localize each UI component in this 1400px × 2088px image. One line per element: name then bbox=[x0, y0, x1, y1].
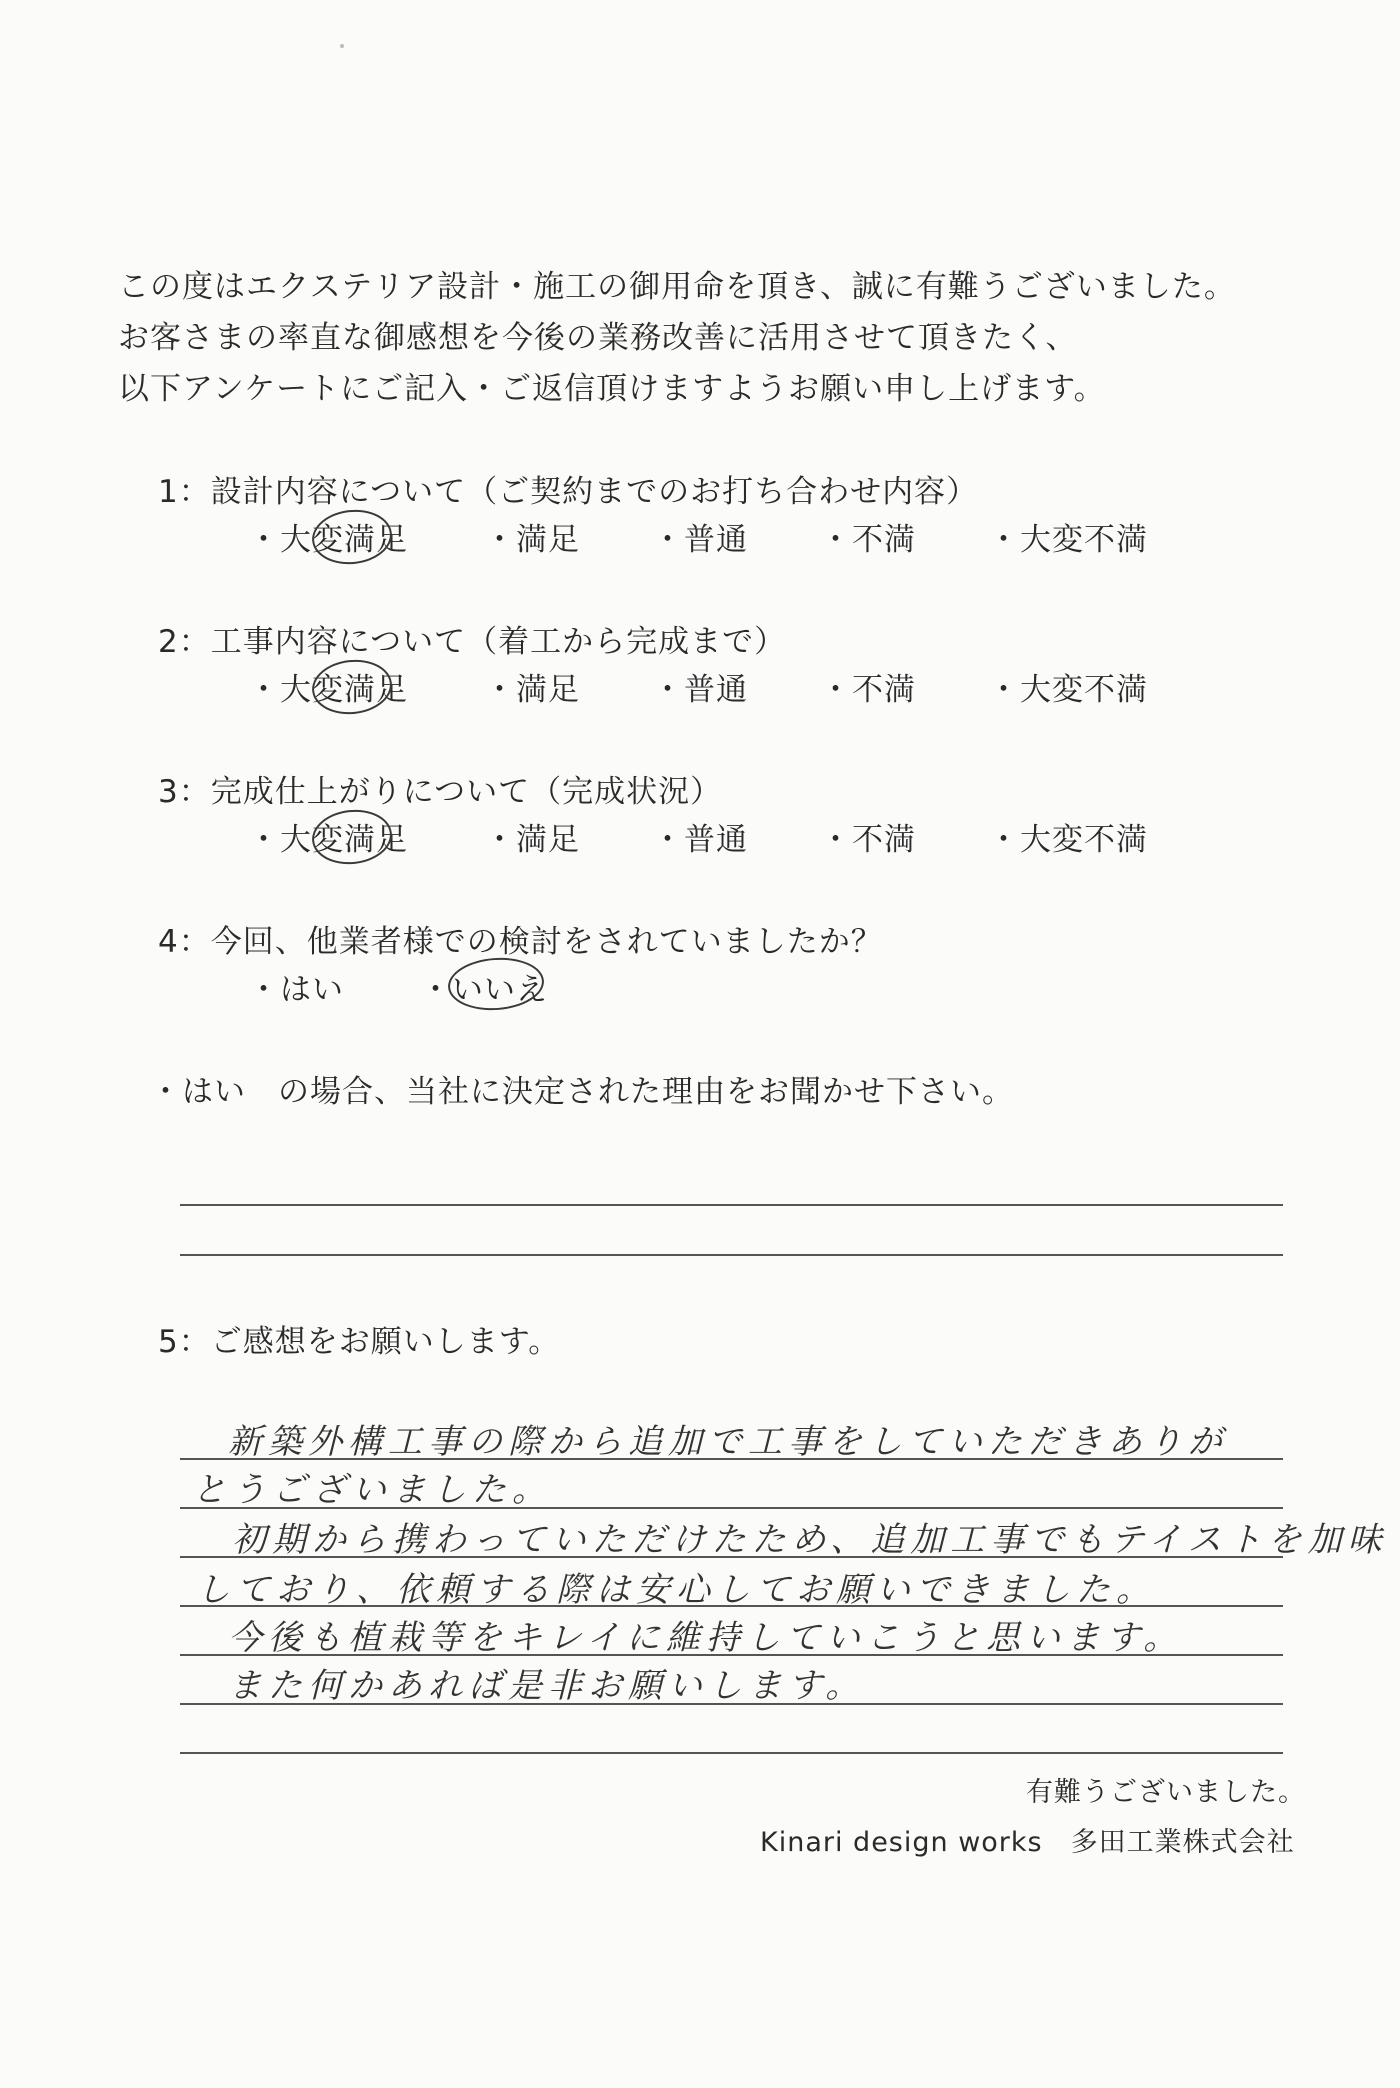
q1-title: 1：設計内容について（ご契約までのお打ち合わせ内容） bbox=[158, 474, 979, 510]
company-name: Kinari design works 多田工業株式会社 bbox=[760, 1827, 1295, 1858]
q3-option-normal[interactable]: ・普通 bbox=[652, 822, 748, 858]
answer-line bbox=[180, 1752, 1283, 1754]
handwritten-answer-line: 今後も植栽等をキレイに維持していこうと思います。 bbox=[228, 1618, 1184, 1658]
q1-option-satisfied[interactable]: ・満足 bbox=[484, 522, 580, 558]
q3-option-very-satisfied[interactable]: ・大変満足 bbox=[248, 822, 408, 858]
q4-title: 4：今回、他業者様での検討をされていましたか？ bbox=[158, 924, 883, 960]
scan-speck bbox=[340, 44, 344, 48]
q5-title: 5：ご感想をお願いします。 bbox=[158, 1324, 561, 1360]
q1-option-dissatisfied[interactable]: ・不満 bbox=[820, 522, 916, 558]
handwritten-answer-line: しており、依頼する際は安心してお願いできました。 bbox=[196, 1570, 1156, 1610]
intro-line: お客さまの率直な御感想を今後の業務改善に活用させて頂きたく、 bbox=[118, 320, 1078, 356]
q2-title: 2：工事内容について（着工から完成まで） bbox=[158, 624, 787, 660]
q2-option-normal[interactable]: ・普通 bbox=[652, 672, 748, 708]
q2-option-satisfied[interactable]: ・満足 bbox=[484, 672, 580, 708]
reason-title: ・はい の場合、当社に決定された理由をお聞かせ下さい。 bbox=[150, 1074, 1014, 1110]
q3-title: 3：完成仕上がりについて（完成状況） bbox=[158, 774, 723, 810]
reason-line bbox=[180, 1204, 1283, 1206]
q2-option-very-satisfied[interactable]: ・大変満足 bbox=[248, 672, 408, 708]
reason-line bbox=[180, 1254, 1283, 1256]
q3-option-satisfied[interactable]: ・満足 bbox=[484, 822, 580, 858]
intro-text bbox=[118, 262, 1236, 415]
q2-option-dissatisfied[interactable]: ・不満 bbox=[820, 672, 916, 708]
q4-option-yes[interactable]: ・はい bbox=[248, 972, 344, 1008]
q1-option-very-dissatisfied[interactable]: ・大変不満 bbox=[988, 522, 1148, 558]
q1-option-normal[interactable]: ・普通 bbox=[652, 522, 748, 558]
q1-option-very-satisfied[interactable]: ・大変満足 bbox=[248, 522, 408, 558]
handwritten-answer-line: 新築外構工事の際から追加で工事をしていただきありが bbox=[228, 1422, 1228, 1462]
q2-option-very-dissatisfied[interactable]: ・大変不満 bbox=[988, 672, 1148, 708]
q4-option-no[interactable]: ・いいえ bbox=[420, 972, 548, 1008]
intro-line: この度はエクステリア設計・施工の御用命を頂き、誠に有難うございました。 bbox=[118, 269, 1236, 305]
intro-line: 以下アンケートにご記入・ご返信頂けますようお願い申し上げます。 bbox=[118, 371, 1106, 407]
q3-option-dissatisfied[interactable]: ・不満 bbox=[820, 822, 916, 858]
closing-thanks: 有難うございました。 bbox=[1026, 1777, 1306, 1808]
handwritten-answer-line: とうございました。 bbox=[192, 1470, 552, 1510]
q3-option-very-dissatisfied[interactable]: ・大変不満 bbox=[988, 822, 1148, 858]
handwritten-answer-line: 初期から携わっていただけたため、追加工事でもテイストを加味 bbox=[232, 1520, 1388, 1560]
handwritten-answer-line: また何かあれば是非お願いします。 bbox=[228, 1666, 866, 1706]
